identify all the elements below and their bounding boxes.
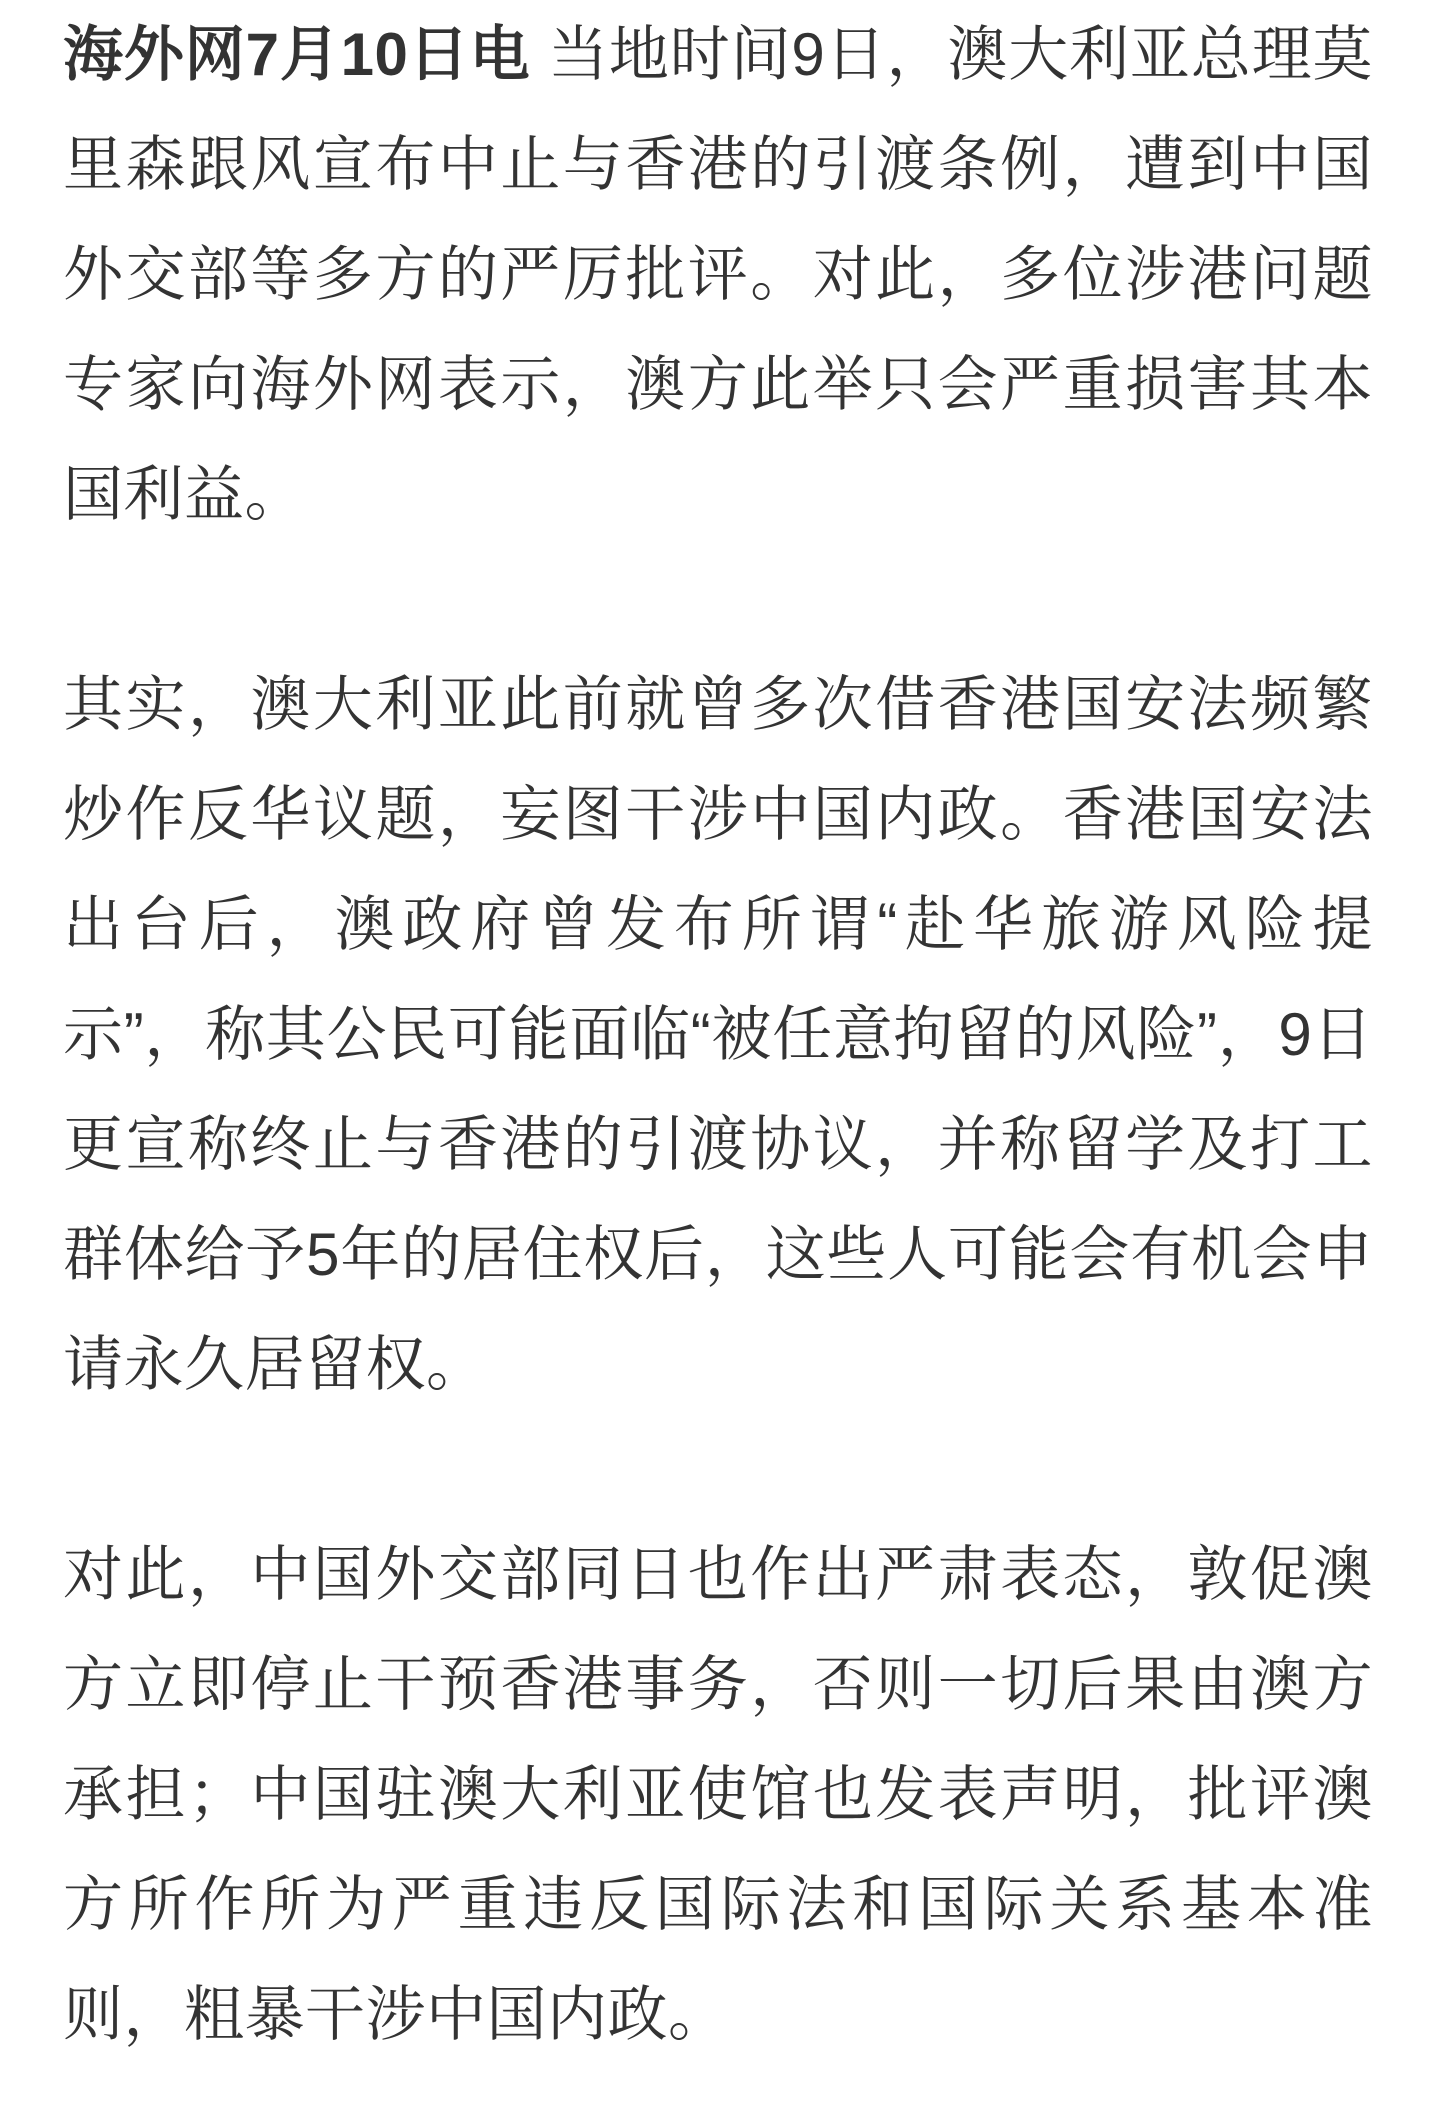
paragraph-background — [63, 650, 1373, 1420]
dateline: 海外网7月10日电 — [63, 21, 531, 88]
paragraph-intro — [63, 0, 1373, 550]
paragraph-response-text: 对此，中国外交部同日也作出严肃表态，敦促澳方立即停止干预香港事务，否则一切后果由澳方承担；中国驻澳大利亚使馆也发表声明，批评澳方所作所为严重违反国际法和国际关系基本准则，粗暴干涉中国内政。 — [63, 1541, 1373, 2048]
paragraph-intro-text: 当地时间9日，澳大利亚总理莫里森跟风宣布中止与香港的引渡条例，遭到中国外交部等多方的严厉批评。对此，多位涉港问题专家向海外网表示，澳方此举只会严重损害其本国利益。 — [63, 21, 1373, 528]
paragraph-background-text: 其实，澳大利亚此前就曾多次借香港国安法频繁炒作反华议题，妄图干涉中国内政。香港国安法出台后，澳政府曾发布所谓“赴华旅游风险提示”，称其公民可能面临“被任意拘留的风险”，9日更宣称终止与香港的引渡协议，并称留学及打工群体给予5年的居住权后，这些人可能会有机会申请永久居留权。 — [63, 671, 1373, 1398]
paragraph-response — [63, 1520, 1373, 2070]
